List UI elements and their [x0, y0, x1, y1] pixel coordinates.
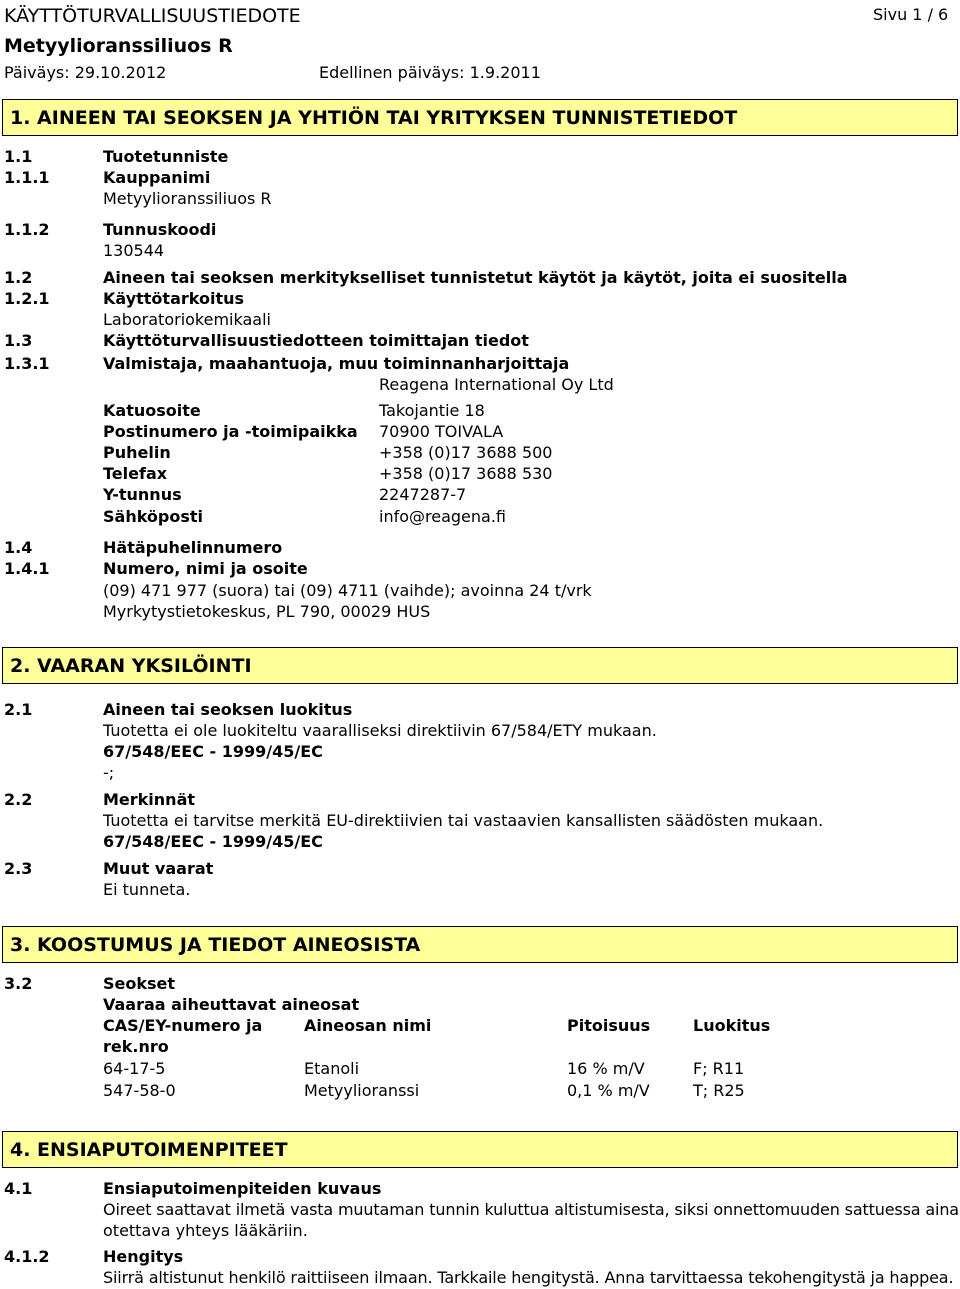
column-header-classification: Luokitus [693, 1016, 771, 1035]
table-cell-classification: F; R11 [693, 1059, 745, 1078]
heading-1-1: Tuotetunniste [103, 147, 229, 166]
heading-1-3: Käyttöturvallisuustiedotteen toimittajan tiedot [103, 331, 529, 350]
num-1-3-1: 1.3.1 [4, 354, 50, 373]
num-1-2-1: 1.2.1 [4, 289, 50, 308]
column-header-concentration: Pitoisuus [567, 1016, 651, 1035]
num-2-1: 2.1 [4, 700, 33, 719]
heading-1-3-1: Valmistaja, maahantuoja, muu toiminnanharjoittaja [103, 354, 570, 373]
company-name: Reagena International Oy Ltd [379, 375, 614, 394]
heading-4-1-2: Hengitys [103, 1247, 184, 1266]
section-4-title: 4. ENSIAPUTOIMENPITEET [10, 1138, 288, 1161]
num-1-1: 1.1 [4, 147, 33, 166]
section-1-title: 1. AINEEN TAI SEOKSEN JA YHTIÖN TAI YRITYKSEN TUNNISTETIEDOT [10, 106, 738, 129]
table-cell-concentration: 16 % m/V [567, 1059, 645, 1078]
table-cell-cas: 547-58-0 [103, 1081, 176, 1100]
table-cell-classification: T; R25 [693, 1081, 745, 1100]
contact-label: Y-tunnus [103, 485, 182, 504]
section-2-title: 2. VAARAN YKSILÖINTI [10, 654, 252, 677]
heading-1-1-2: Tunnuskoodi [103, 220, 217, 239]
contact-value: 2247287-7 [379, 485, 467, 504]
directive-heading: 67/548/EEC - 1999/45/EC [103, 832, 323, 851]
emergency-address: Myrkytystietokeskus, PL 790, 00029 HUS [103, 602, 431, 621]
num-1-3: 1.3 [4, 331, 33, 350]
num-3-2: 3.2 [4, 974, 33, 993]
classification-text: Tuotetta ei ole luokiteltu vaaralliseksi direktiivin 67/584/ETY mukaan. [103, 721, 657, 740]
num-1-2: 1.2 [4, 268, 33, 287]
contact-label: Telefax [103, 464, 168, 483]
document-title: KÄYTTÖTURVALLISUUSTIEDOTE [4, 5, 301, 27]
labelling-text: Tuotetta ei tarvitse merkitä EU-direktiivien tai vastaavien kansallisten säädösten mukaan. [103, 811, 824, 830]
inhalation-text: Siirrä altistunut henkilö raittiiseen ilmaan. Tarkkaile hengitystä. Anna tarvittaessa tekohengitystä ja happea. [103, 1268, 954, 1287]
directive-heading: 67/548/EEC - 1999/45/EC [103, 742, 323, 761]
num-1-4: 1.4 [4, 538, 33, 557]
first-aid-text-cont: otettava yhteys lääkäriin. [103, 1221, 308, 1240]
num-2-2: 2.2 [4, 790, 33, 809]
contact-value: +358 (0)17 3688 530 [379, 464, 553, 483]
section-3-title: 3. KOOSTUMUS JA TIEDOT AINEOSISTA [10, 933, 421, 956]
heading-1-4: Hätäpuhelinnumero [103, 538, 283, 557]
contact-value: +358 (0)17 3688 500 [379, 443, 553, 462]
contact-label: Puhelin [103, 443, 171, 462]
section-4-header [2, 1131, 958, 1168]
contact-label: Postinumero ja -toimipaikka [103, 422, 358, 441]
num-2-3: 2.3 [4, 859, 33, 878]
num-4-1: 4.1 [4, 1179, 33, 1198]
heading-1-4-1: Numero, nimi ja osoite [103, 559, 308, 578]
heading-2-3: Muut vaarat [103, 859, 214, 878]
contact-value: Takojantie 18 [379, 401, 485, 420]
other-hazards-text: Ei tunneta. [103, 880, 191, 899]
heading-1-2-1: Käyttötarkoitus [103, 289, 245, 308]
column-header-cas: CAS/EY-numero ja [103, 1016, 263, 1035]
page-number: Sivu 1 / 6 [873, 5, 949, 24]
num-1-4-1: 1.4.1 [4, 559, 50, 578]
first-aid-text: Oireet saattavat ilmetä vasta muutaman tunnin kuluttua altistumisesta, siksi onnettomuuden sattuessa aina [103, 1200, 959, 1219]
heading-2-1: Aineen tai seoksen luokitus [103, 700, 353, 719]
hazardous-components-heading: Vaaraa aiheuttavat aineosat [103, 995, 360, 1014]
num-1-1-2: 1.1.2 [4, 220, 50, 239]
contact-label: Sähköposti [103, 507, 204, 526]
section-1-header [2, 99, 958, 136]
section-2-header [2, 647, 958, 684]
emergency-phone: (09) 471 977 (suora) tai (09) 4711 (vaihde); avoinna 24 t/vrk [103, 581, 592, 600]
contact-label: Katuosoite [103, 401, 201, 420]
contact-value: 70900 TOIVALA [379, 422, 504, 441]
column-header-name: Aineosan nimi [304, 1016, 432, 1035]
heading-1-1-1: Kauppanimi [103, 168, 211, 187]
table-cell-concentration: 0,1 % m/V [567, 1081, 650, 1100]
email-link[interactable]: info@reagena.fi [379, 507, 506, 526]
table-cell-name: Metyylioranssi [304, 1081, 420, 1100]
num-4-1-2: 4.1.2 [4, 1247, 50, 1266]
previous-date: Edellinen päiväys: 1.9.2011 [319, 63, 541, 82]
classification-value: -; [103, 763, 115, 782]
heading-4-1: Ensiaputoimenpiteiden kuvaus [103, 1179, 382, 1198]
heading-3-2: Seokset [103, 974, 176, 993]
product-code: 130544 [103, 241, 165, 260]
product-name: Metyylioranssiliuos R [4, 35, 233, 57]
section-3-header [2, 926, 958, 963]
column-header-cas-line2: rek.nro [103, 1037, 169, 1056]
num-1-1-1: 1.1.1 [4, 168, 50, 187]
table-cell-cas: 64-17-5 [103, 1059, 166, 1078]
heading-1-2: Aineen tai seoksen merkitykselliset tunnistetut käytöt ja käytöt, joita ei suositella [103, 268, 848, 287]
table-cell-name: Etanoli [304, 1059, 360, 1078]
heading-2-2: Merkinnät [103, 790, 196, 809]
trade-name: Metyylioranssiliuos R [103, 189, 272, 208]
intended-use: Laboratoriokemikaali [103, 310, 271, 329]
issue-date: Päiväys: 29.10.2012 [4, 63, 167, 82]
